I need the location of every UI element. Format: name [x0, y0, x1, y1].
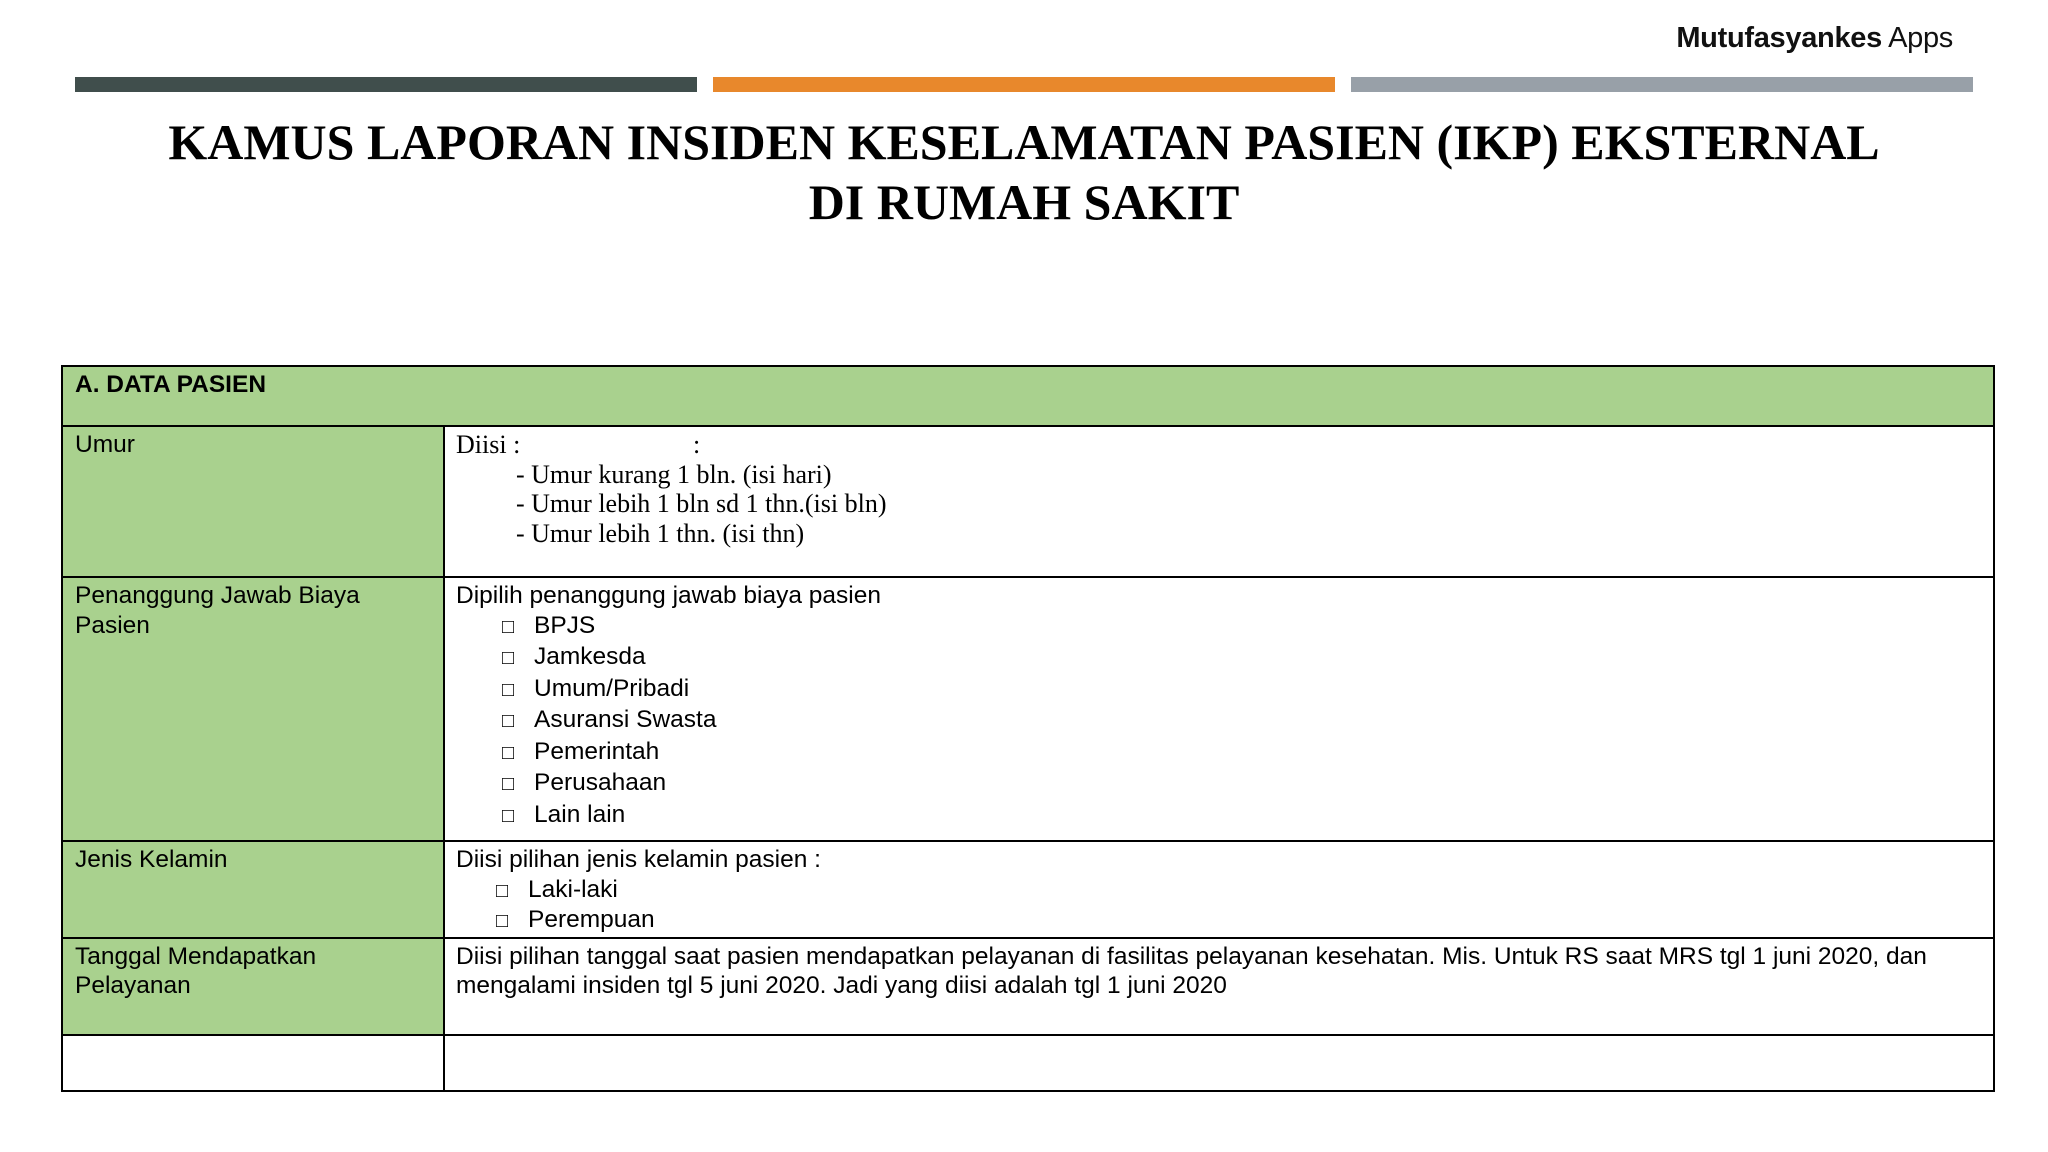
value-umur	[444, 426, 1994, 577]
option-laki-laki	[456, 875, 1982, 907]
option-lain-lain	[456, 800, 1982, 832]
brand-name	[1676, 22, 1953, 55]
row-tanggal-pelayanan	[62, 938, 1994, 1035]
penanggung-intro: Dipilih penanggung jawab biaya pasien	[456, 582, 881, 609]
checkbox-icon: □	[502, 804, 515, 827]
checkbox-icon: □	[502, 647, 515, 669]
label-tanggal-pelayanan: Tanggal Mendapatkan Pelayanan	[62, 938, 444, 1035]
option-label: Umum/Pribadi	[534, 674, 690, 702]
value-penanggung-jawab	[444, 577, 1994, 841]
accent-bar-orange	[713, 77, 1335, 92]
option-umum-pribadi	[456, 674, 1982, 706]
row-empty	[62, 1035, 1994, 1091]
row-jenis-kelamin	[62, 841, 1994, 938]
patient-data-table	[61, 365, 1995, 1092]
option-jamkesda	[456, 642, 1982, 674]
umur-colon: :	[693, 430, 701, 459]
label-umur: Umur	[62, 426, 444, 577]
page-title-line-2: DI RUMAH SAKIT	[808, 174, 1240, 230]
option-label: Perempuan	[528, 906, 655, 933]
umur-intro: Diisi :	[456, 430, 521, 459]
value-jenis-kelamin	[444, 841, 1994, 938]
kelamin-intro: Diisi pilihan jenis kelamin pasien :	[456, 846, 821, 873]
checkbox-icon: □	[502, 741, 515, 764]
row-penanggung-jawab	[62, 577, 1994, 841]
umur-item: - Umur lebih 1 thn. (isi thn)	[516, 518, 805, 548]
accent-bar-dark	[75, 77, 697, 92]
option-label: Laki-laki	[528, 875, 618, 903]
option-label: BPJS	[534, 611, 596, 639]
label-jenis-kelamin: Jenis Kelamin	[62, 841, 444, 938]
accent-bar-gray	[1351, 77, 1973, 92]
section-header-row	[62, 366, 1994, 426]
option-pemerintah	[456, 737, 1982, 769]
checkbox-icon: □	[502, 710, 515, 732]
umur-intro-line	[456, 430, 1982, 460]
option-bpjs	[456, 611, 1982, 643]
option-label: Perusahaan	[534, 769, 667, 796]
label-penanggung-jawab: Penanggung Jawab Biaya Pasien	[62, 577, 444, 841]
empty-value-cell	[444, 1035, 1994, 1091]
option-asuransi-swasta	[456, 705, 1982, 737]
checkbox-icon: □	[496, 910, 509, 932]
option-label: Asuransi Swasta	[534, 706, 717, 733]
page-title	[0, 112, 2048, 232]
section-heading: A. DATA PASIEN	[62, 366, 1994, 426]
option-label: Lain lain	[534, 800, 626, 828]
option-label: Jamkesda	[534, 643, 646, 670]
umur-item: - Umur lebih 1 bln sd 1 thn.(isi bln)	[516, 489, 887, 518]
page-title-line-1: KAMUS LAPORAN INSIDEN KESELAMATAN PASIEN (IKP) EKSTERNAL	[168, 114, 1880, 170]
option-perempuan	[456, 905, 1982, 937]
row-umur	[62, 426, 1994, 577]
brand-name-bold: Mutufasyankes	[1676, 22, 1882, 54]
value-tanggal-pelayanan: Diisi pilihan tanggal saat pasien mendapatkan pelayanan di fasilitas pelayanan kesehatan. Mis. Untuk RS saat MRS tgl 1 juni 2020, dan mengalami insiden tgl 5 juni 2020. Jadi yang diisi adalah tgl 1 juni 2020	[444, 938, 1994, 1035]
checkbox-icon: □	[502, 678, 515, 701]
checkbox-icon: □	[496, 879, 509, 902]
checkbox-icon: □	[502, 615, 515, 638]
option-label: Pemerintah	[534, 737, 660, 765]
option-perusahaan	[456, 768, 1982, 800]
brand-name-suffix: Apps	[1881, 22, 1953, 54]
empty-label-cell	[62, 1035, 444, 1091]
umur-item: - Umur kurang 1 bln. (isi hari)	[516, 459, 832, 489]
checkbox-icon: □	[502, 773, 515, 795]
